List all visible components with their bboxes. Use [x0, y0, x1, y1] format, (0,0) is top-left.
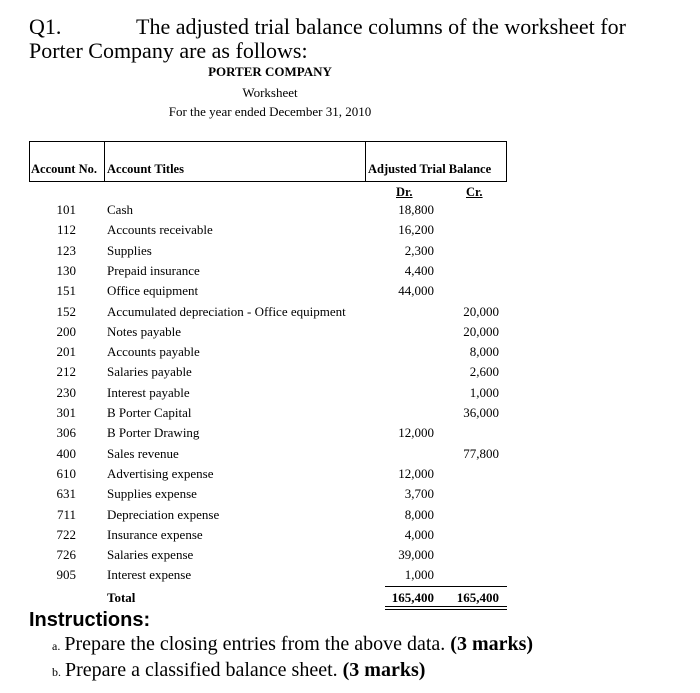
account-title: Notes payable — [107, 323, 182, 339]
credit-amount: 20,000 — [463, 323, 499, 339]
account-title: Cash — [107, 202, 133, 217]
debit-amount: 12,000 — [398, 425, 434, 441]
table-top-border — [29, 141, 507, 142]
account-number: 152 — [56, 303, 76, 319]
debit-amount: 44,000 — [398, 283, 434, 299]
header-account-no: Account No. — [31, 162, 97, 176]
account-number: 112 — [56, 222, 76, 238]
total-double-underline — [385, 606, 507, 607]
header-adjusted-trial-balance: Adjusted Trial Balance — [368, 162, 492, 176]
table-row — [0, 466, 700, 486]
instruction-text: Prepare a classified balance sheet. — [65, 659, 338, 681]
table-row — [0, 364, 700, 384]
debit-amount: 12,000 — [398, 465, 434, 481]
account-number: 400 — [56, 445, 76, 461]
table-row — [0, 344, 700, 364]
account-number: 212 — [56, 364, 76, 380]
table-right-border — [506, 141, 507, 182]
debit-amount: 39,000 — [398, 547, 434, 563]
question-number: Q1. — [29, 14, 62, 39]
table-row — [0, 425, 700, 445]
account-title: Accumulated depreciation - Office equipment — [107, 303, 346, 319]
account-title: Accounts payable — [107, 344, 200, 360]
credit-amount: 36,000 — [463, 405, 499, 420]
table-row — [0, 507, 700, 527]
debit-amount: 18,800 — [398, 202, 434, 217]
credit-amount: 77,800 — [463, 445, 499, 461]
account-number: 306 — [56, 425, 76, 441]
account-number: 130 — [56, 262, 76, 278]
table-row — [0, 385, 700, 405]
instruction-marker: a. — [52, 639, 61, 653]
credit-amount: 1,000 — [469, 384, 499, 400]
total-credit: 165,400 — [456, 590, 499, 605]
instruction-item — [52, 633, 533, 656]
account-title: Salaries expense — [107, 547, 194, 563]
table-header-border — [29, 181, 507, 182]
table-row — [0, 202, 700, 222]
table-row — [0, 567, 700, 587]
table-row — [0, 446, 700, 466]
account-title: Sales revenue — [107, 445, 179, 461]
credit-amount: 8,000 — [469, 344, 499, 360]
account-number: 301 — [56, 405, 76, 420]
debit-amount: 4,400 — [404, 262, 434, 278]
instruction-marks: (3 marks) — [450, 633, 534, 655]
account-number: 722 — [56, 526, 76, 542]
table-row — [0, 405, 700, 425]
table-row — [0, 527, 700, 547]
account-number: 230 — [56, 384, 76, 400]
table-left-border — [29, 141, 30, 182]
company-name: PORTER COMPANY — [208, 64, 332, 79]
account-number: 610 — [56, 465, 76, 481]
account-title: Salaries payable — [107, 364, 192, 380]
table-row — [0, 304, 700, 324]
table-row — [0, 283, 700, 303]
account-number: 726 — [56, 547, 76, 563]
instruction-item — [52, 659, 425, 682]
question-text-line-2: Porter Company are as follows: — [29, 38, 308, 63]
debit-amount: 3,700 — [404, 486, 434, 502]
worksheet-period: For the year ended December 31, 2010 — [168, 104, 372, 119]
account-number: 201 — [56, 344, 76, 360]
account-number: 711 — [56, 506, 76, 522]
account-number: 151 — [56, 283, 76, 299]
account-title: Accounts receivable — [107, 222, 213, 238]
header-credit: Cr. — [466, 185, 483, 199]
debit-amount: 8,000 — [404, 506, 434, 522]
account-title: Depreciation expense — [107, 506, 220, 522]
account-number: 101 — [56, 202, 76, 217]
total-debit: 165,400 — [391, 590, 434, 605]
account-number: 905 — [56, 567, 76, 583]
column-divider — [104, 141, 105, 182]
question-text-line-1: The adjusted trial balance columns of the worksheet for — [136, 14, 626, 39]
table-row — [0, 222, 700, 242]
table-row — [0, 263, 700, 283]
column-divider — [365, 141, 366, 182]
credit-amount: 20,000 — [463, 303, 499, 319]
account-title: Supplies expense — [107, 486, 197, 502]
account-title: Insurance expense — [107, 526, 203, 542]
account-title: Supplies — [107, 242, 152, 258]
instruction-marker: b. — [52, 665, 61, 679]
debit-amount: 16,200 — [398, 222, 434, 238]
instruction-text: Prepare the closing entries from the above data. — [64, 633, 446, 655]
instruction-marks: (3 marks) — [342, 659, 426, 681]
account-title: Office equipment — [107, 283, 199, 299]
account-title: Advertising expense — [107, 465, 214, 481]
account-number: 631 — [56, 486, 76, 502]
debit-amount: 4,000 — [404, 526, 434, 542]
account-title: Interest payable — [107, 384, 190, 400]
debit-amount: 1,000 — [404, 567, 434, 583]
account-title: Prepaid insurance — [107, 262, 200, 278]
total-double-underline — [385, 609, 507, 610]
debit-amount: 2,300 — [404, 242, 434, 258]
table-row — [0, 324, 700, 344]
worksheet-title: Worksheet — [242, 85, 298, 100]
table-row — [0, 243, 700, 263]
account-number: 123 — [56, 242, 76, 258]
account-title: B Porter Drawing — [107, 425, 200, 441]
table-row — [0, 486, 700, 506]
total-row — [0, 590, 700, 610]
account-title: Interest expense — [107, 567, 192, 583]
account-number: 200 — [56, 323, 76, 339]
total-label: Total — [107, 590, 136, 605]
total-underline — [385, 586, 507, 587]
table-row — [0, 547, 700, 567]
account-title: B Porter Capital — [107, 405, 192, 420]
header-account-titles: Account Titles — [107, 162, 184, 176]
instructions-heading: Instructions: — [29, 609, 151, 631]
credit-amount: 2,600 — [469, 364, 499, 380]
header-debit: Dr. — [396, 185, 413, 199]
